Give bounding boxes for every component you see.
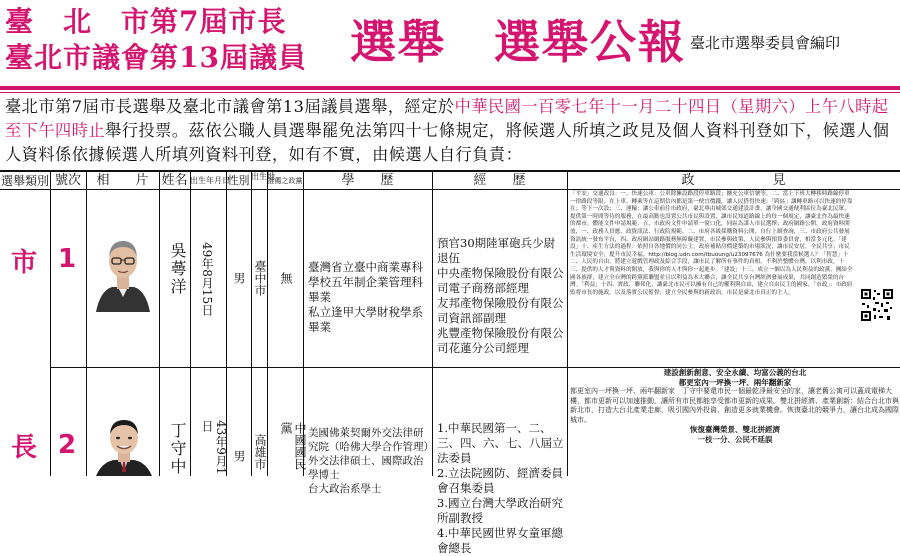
candidate-education	[308, 426, 430, 496]
candidate-party: 中國國民黨	[279, 422, 307, 470]
candidate-photo	[90, 227, 156, 312]
publisher: 臺北市選舉委員會編印	[690, 34, 841, 52]
notice-text-1: 臺北市第7屆市長選舉及臺北市議會第13屆議員選舉，經定於	[5, 97, 455, 116]
candidate-education	[308, 260, 430, 335]
header-category: 選舉類別	[0, 174, 49, 188]
candidate-gender: 男	[232, 272, 246, 284]
notice-date: 中華民國一百零七年十一月二十四日（星期六）上午八時起至下午四時止	[5, 97, 889, 140]
col-divider	[251, 172, 252, 476]
col-divider	[50, 172, 51, 476]
notice-text-2: 舉行投票。茲依公職人員選舉罷免法第四十七條規定，將候選人所填之政見及個人資料刊登如下，候選人個人資料係依據候選人所填列資料刊登，如有不實，由候選人自行負責：	[5, 121, 890, 164]
candidate-platform: 「平安」交通改良：一、快速公車：公車除擁設路段停車路段；擴充公車信號等。二、當上下班大轉移時路線停車一律路段等限；在上車、轉乘等在這期信內都是第一便宜價錢，讓人民搭得快速；「跨區」讓轉車路可以快速的停靠在；等下一次設；三、運輸：讓公車前往市政府，臺北專由城郊交通建設計畫，讓全國交通便利區位為臺北民眾，提供第一時間等待的服務，在最高點也設置公共市民與設置，讓市民知道路線上的每一個規定，讓臺北作為最快速的都市。體能文件申請規範：五、市政府文件申請單一窗口化，同區為謀人市民選擇；政府網路公開，政府資料開放，一、政務人員應、政資訊法、行政院規範、二、市府各級採購資料公開，自行上網查詢，三、市政府公共發展資訊統一發布平台，四、政府網站網路服務無障礙建置，市民參與政策，人民參與預算委員會，相當多元化。「建設」十、產生方法的過程：依照自各地價的同公主，政府補貼房價建築的市場狀況，讓市民安居，全民共享；市民生活環境安全，提升市民幸福。http://blog.udn.com/tbuoung/u23097676 為什麼要我當候選人？「智慧」十二、人民的自由，將建立遊戲管理政及綜合手段，讓市民了解所有事件的真相，不利於整體台灣，以利市政。十三、提供的人才與資料的開放，我與你的人才與你一起進步。「建設」十三、成立一個以為人民利益的政黨，團結全國各族群，建立全台灣的跨黨派聯盟並且以利益為本大聯合，讓全民共享台灣經濟發展成果，共同創造繁榮的台灣。「利益」十四、實政、聯邦化、讓臺北市民可以擁有自己的權利與自由，建立自由民主的國家。「市政」：市政府監督市長的施政，以及落實公民監督；建立全民參與的新政治，市民是臺北市真正的主人。	[570, 191, 853, 296]
experience-item: 預官30期陸軍砲兵少尉退伍	[437, 236, 556, 265]
candidate-birthplace: 臺中市	[253, 260, 267, 296]
candidate-platform	[570, 368, 900, 476]
experience-item: 4.中華民國世界女童軍總會總長	[437, 526, 563, 555]
header	[0, 0, 900, 88]
education-item: 美國佛萊契爾外交法律研究院（哈佛大學合作管理）外交法律碩士、國際政治學博士	[308, 427, 429, 481]
category-char-2: 長	[10, 433, 37, 463]
experience-item: 友邦產物保險股份有限公司資訊部副理	[437, 296, 564, 325]
candidate-table	[0, 170, 900, 555]
platform-body: 都更室內一坪換一坪、兩年翻新家 丁守中要還市民一個最乾淨最安全的家，讓老舊公寓可以蓋成電梯大樓，都市更新可以加速推動，讓所有市民都能享受都市更新的成果。雙北拼經濟、產業創新：結合台北市與新北市，打造大台北產業走廊，吸引國內外投資，創造更多就業機會。恢復臺北的競爭力，讓台北成為國際城市。	[570, 387, 899, 424]
candidate-gender: 男	[232, 450, 246, 462]
header-birth: 出生年月日	[190, 176, 230, 185]
candidate-name: 吳蕚洋	[168, 242, 187, 296]
platform-heading: 一枝一分、公民不延誤	[697, 434, 773, 444]
candidate-birth: 49年8月15日	[200, 242, 214, 317]
candidate-name: 丁守中	[168, 422, 187, 476]
experience-item: 1.中華民國第一、二、三、四、六、七、八屆立法委員	[437, 421, 564, 465]
header-divider	[0, 86, 900, 90]
portrait-icon	[90, 227, 156, 312]
col-divider	[190, 172, 191, 476]
title-mayor: 臺 北 市第7屆市長	[5, 5, 287, 38]
header-platform: 政 見	[681, 173, 786, 188]
election-titles	[5, 4, 345, 76]
portrait-icon	[92, 412, 156, 476]
platform-title: 建設創新創意、安全永續、均富公義的台北	[663, 368, 807, 377]
election-notice	[5, 95, 895, 167]
header-birthplace: 出生地	[251, 172, 275, 181]
experience-item: 中央產物保險股份有限公司電子商務部經理	[437, 266, 564, 295]
col-divider	[267, 172, 268, 476]
col-divider	[567, 172, 568, 476]
candidate-experience	[437, 236, 565, 356]
header-photo: 相 片	[96, 173, 149, 188]
header-gender: 性別	[227, 174, 250, 187]
candidate-birthplace: 高雄市	[253, 434, 267, 470]
candidate-experience	[437, 421, 565, 556]
col-divider	[432, 172, 433, 476]
header-name: 姓名	[161, 173, 188, 188]
col-divider	[159, 172, 160, 476]
platform-heading: 都更室內一坪換一坪、兩年翻新家	[678, 377, 792, 387]
experience-item: 兆豐產物保險股份有限公司花蓮分公司經理	[437, 326, 564, 355]
header-number: 號次	[54, 173, 81, 188]
qr-code-icon	[860, 288, 894, 322]
header-rule	[0, 189, 900, 190]
title-council: 臺北市議會第13屆議員	[5, 41, 307, 74]
candidate-number: 1	[57, 244, 77, 274]
candidate-birth: 43年9月1日	[200, 420, 228, 475]
candidate-number: 2	[57, 430, 77, 460]
platform-heading: 恢復臺灣榮景、雙北拼經濟	[690, 425, 780, 434]
education-item: 臺灣省立臺中商業專科學校五年制企業管理科畢業	[308, 260, 423, 304]
education-item: 台大政治系學士	[308, 483, 382, 495]
header-experience: 經 歷	[473, 173, 526, 188]
education-item: 私立逢甲大學財稅學系畢業	[308, 305, 423, 334]
header-education: 學 歷	[341, 173, 394, 188]
header-divider-thin	[0, 92, 900, 93]
experience-item: 3.國立台灣大學政治研究所副教授	[437, 496, 563, 525]
header-party: 推薦之政黨	[267, 177, 303, 185]
candidate-photo	[92, 412, 156, 476]
bulletin-title: 選舉 選舉公報	[350, 15, 686, 69]
candidate-party: 無	[279, 272, 293, 284]
col-divider	[86, 172, 87, 476]
experience-item: 2.立法院國防、經濟委員會召集委員	[437, 466, 563, 495]
category-char-1: 市	[10, 248, 37, 278]
